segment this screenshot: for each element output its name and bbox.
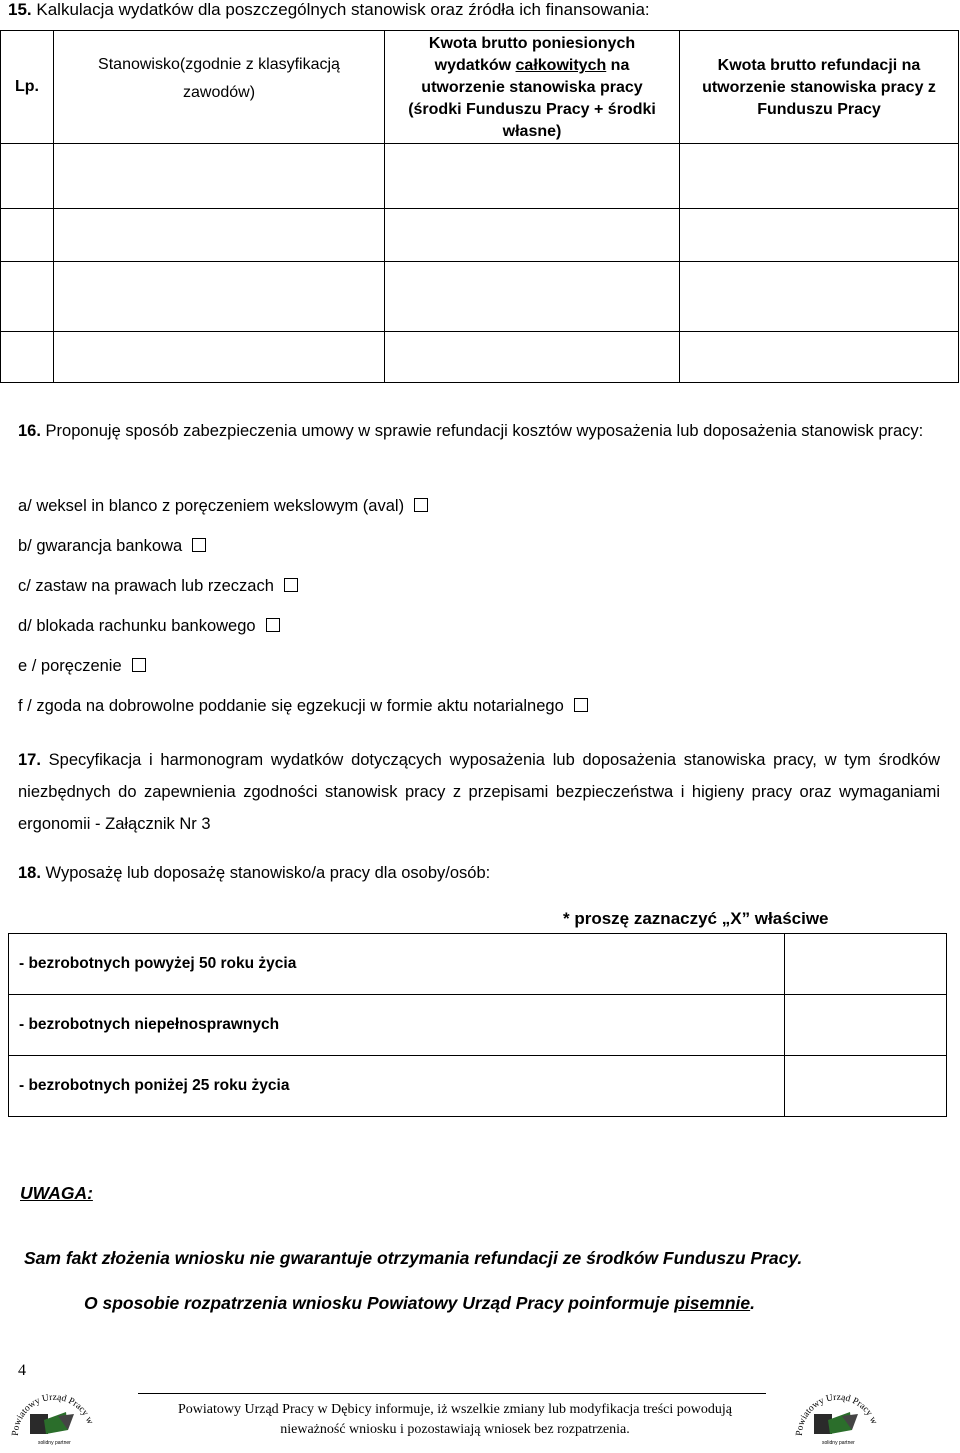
- table-row: [1, 144, 959, 209]
- mark-cell-under-25[interactable]: [785, 1056, 947, 1117]
- logo-left: [8, 1378, 96, 1453]
- section-16-number: 16.: [18, 422, 41, 440]
- checkbox-option-f[interactable]: [574, 698, 588, 712]
- option-f: f / zgoda na dobrowolne poddanie się egzekucji w formie aktu notarialnego: [18, 697, 588, 716]
- table-row: [9, 1056, 947, 1117]
- option-b: b/ gwarancja bankowa: [18, 537, 206, 556]
- svg-text:Powiatowy Urząd Pracy w Dębicy: Powiatowy Urząd Pracy w: [10, 1392, 95, 1437]
- section-17-number: 17.: [18, 751, 41, 769]
- footer-rule: [138, 1393, 766, 1394]
- section-18-number: 18.: [18, 864, 41, 882]
- column-header-stanowisko: Stanowisko(zgodnie z klasyfikacją zawodów): [54, 31, 385, 144]
- checkbox-option-e[interactable]: [132, 658, 146, 672]
- table-row: [9, 934, 947, 995]
- uwaga-line-1: Sam fakt złożenia wniosku nie gwarantuje otrzymania refundacji ze środków Funduszu Pracy.: [24, 1248, 803, 1268]
- column-header-kwota-wydatkow: Kwota brutto poniesionych wydatków całkowitych na utworzenie stanowiska pracy (środki Funduszu Pracy + środki własne): [385, 31, 680, 144]
- section-15-heading: [8, 0, 650, 20]
- svg-text:Powiatowy Urząd Pracy w Dębicy: Powiatowy Urząd Pracy w: [794, 1392, 879, 1437]
- target-group-label: - bezrobotnych poniżej 25 roku życia: [9, 1056, 785, 1117]
- table-row: [1, 209, 959, 262]
- footer-text: Powiatowy Urząd Pracy w Dębicy informuje, iż wszelkie zmiany lub modyfikacja treści powodują nieważność wniosku i pozostawiają wniosek bez rozpatrzenia.: [177, 1402, 732, 1437]
- checkbox-option-a[interactable]: [414, 498, 428, 512]
- page-number: 4: [18, 1362, 26, 1379]
- target-group-label: - bezrobotnych powyżej 50 roku życia: [9, 934, 785, 995]
- pup-logo-icon: [8, 1378, 96, 1448]
- table-row: [9, 995, 947, 1056]
- target-group-label: - bezrobotnych niepełnosprawnych: [9, 995, 785, 1056]
- section-17-text: 17. Specyfikacja i harmonogram wydatków dotyczących wyposażenia lub doposażenia stanowiska pracy, w tym środków niezbędnych do zapewnienia zgodności stanowisk pracy z przepisami bezpieczeństwa i higieny pracy oraz wymaganiami ergonomii - Załącznik Nr 3: [18, 751, 940, 833]
- pup-logo-icon: [792, 1378, 880, 1448]
- mark-cell-over-50[interactable]: [785, 934, 947, 995]
- uwaga-heading: UWAGA:: [20, 1183, 93, 1203]
- section-15-title: Kalkulacja wydatków dla poszczególnych stanowisk oraz źródła ich finansowania:: [36, 0, 650, 19]
- table-row: [1, 332, 959, 383]
- section-15-number: 15.: [8, 0, 32, 19]
- option-e: e / poręczenie: [18, 657, 146, 676]
- option-d: d/ blokada rachunku bankowego: [18, 617, 280, 636]
- section-16-text: 16. Proponuję sposób zabezpieczenia umowy w sprawie refundacji kosztów wyposażenia lub doposażenia stanowisk pracy:: [18, 422, 924, 440]
- checkbox-option-b[interactable]: [192, 538, 206, 552]
- option-c: c/ zastaw na prawach lub rzeczach: [18, 577, 298, 596]
- svg-text:solidny partner: solidny partner: [38, 1440, 71, 1446]
- column-header-lp: Lp.: [1, 31, 54, 144]
- section-18-text: 18. Wyposażę lub doposażę stanowisko/a pracy dla osoby/osób:: [18, 864, 491, 882]
- uwaga-line-2: O sposobie rozpatrzenia wniosku Powiatowy Urząd Pracy poinformuje pisemnie.: [84, 1293, 755, 1313]
- logo-right: [792, 1378, 880, 1453]
- target-group-table: [8, 933, 947, 1117]
- table-row: [1, 262, 959, 332]
- expense-calculation-table: [0, 30, 959, 383]
- column-header-kwota-refundacji: Kwota brutto refundacji na utworzenie stanowiska pracy z Funduszu Pracy: [680, 31, 959, 144]
- svg-text:solidny partner: solidny partner: [822, 1440, 855, 1446]
- mark-cell-disabled[interactable]: [785, 995, 947, 1056]
- mark-x-note: * proszę zaznaczyć „X” właściwe: [563, 909, 829, 928]
- checkbox-option-d[interactable]: [266, 618, 280, 632]
- option-a: a/ weksel in blanco z poręczeniem wekslowym (aval): [18, 497, 428, 516]
- table-header-row: [1, 31, 959, 144]
- checkbox-option-c[interactable]: [284, 578, 298, 592]
